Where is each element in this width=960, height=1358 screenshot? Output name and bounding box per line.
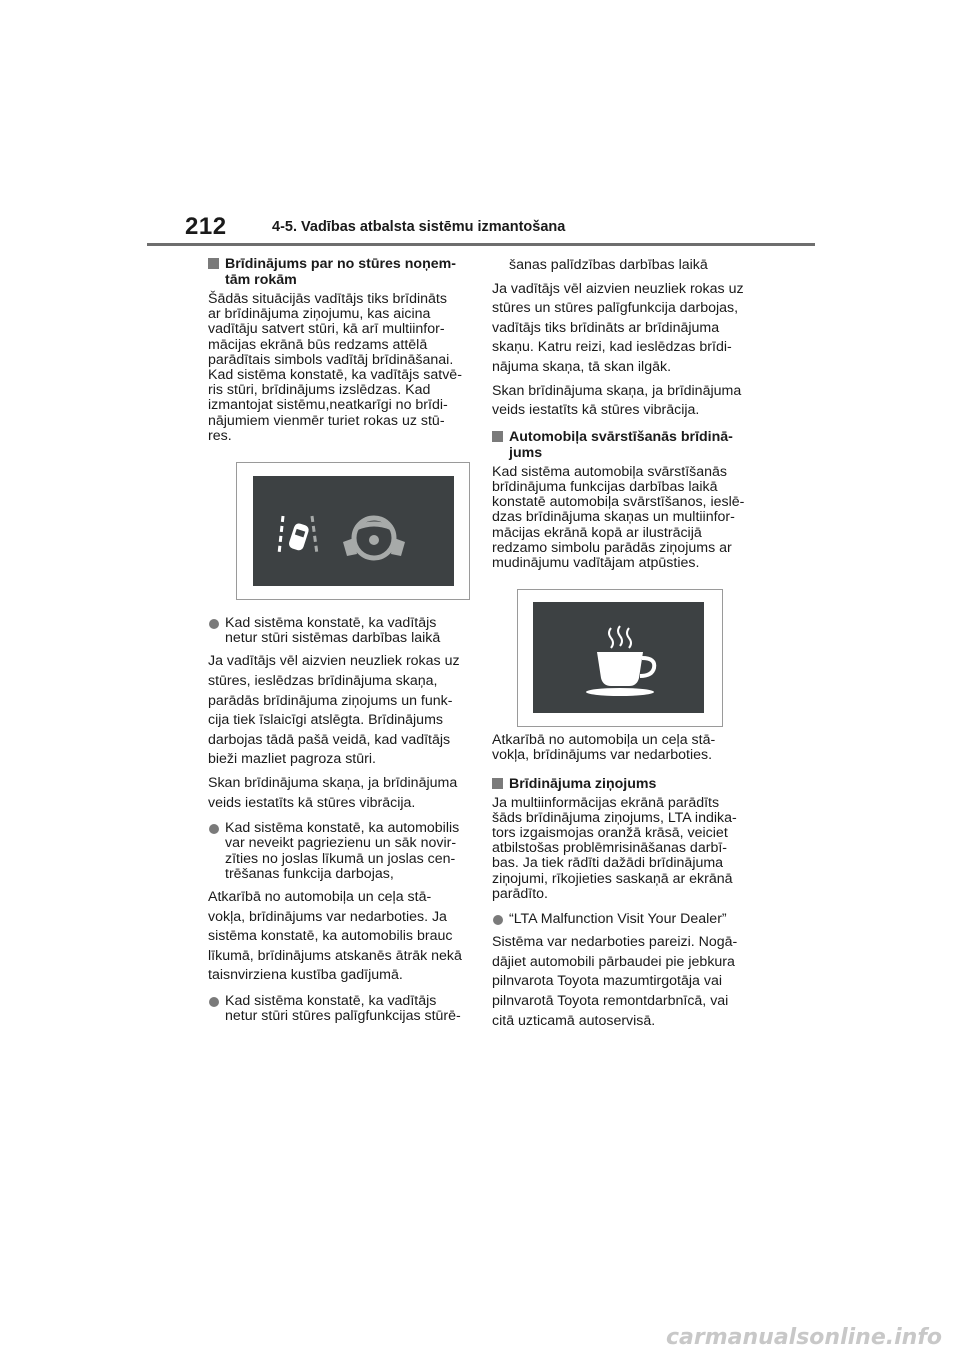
text-line: parādās brīdinājuma ziņojums un funk- <box>208 692 453 709</box>
text-line: veids iestatīts kā stūres vibrācija. <box>208 794 416 811</box>
text-line: stūres un stūres palīgfunkcija darbojas, <box>492 300 739 317</box>
text-line: netur stūri stūres palīgfunkcijas stūrē- <box>225 1008 461 1025</box>
text-line: zīties no joslas līkumā un joslas cen- <box>225 850 456 867</box>
heading-line: jums <box>509 444 543 461</box>
square-bullet-icon <box>208 258 219 269</box>
text-line: izmantojat sistēmu,neatkarīgi no brīdi- <box>208 397 448 414</box>
lane-steering-svg <box>253 476 454 586</box>
bullet-text <box>225 821 466 882</box>
paragraph <box>492 280 750 378</box>
figure-hands-off-icon <box>236 462 470 600</box>
text-line: Kad sistēma automobiļa svārstīšanās <box>492 463 727 480</box>
text-line: dājiet automobili pārbaudei pie jebkura <box>492 953 735 970</box>
paragraph <box>208 292 466 444</box>
text-line: taisnvirziena kustība gadījumā. <box>208 967 403 984</box>
text-line: pilnvarotā Toyota remontdarbnīcā, vai <box>492 992 729 1009</box>
text-line: dzas brīdinājuma skaņas un multiinfor- <box>492 509 735 526</box>
text-line: Kad sistēma konstatē, ka automobilis <box>225 820 460 837</box>
bullet-text: “LTA Malfunction Visit Your Dealer” <box>509 911 727 927</box>
paragraph <box>492 465 750 571</box>
display-screen <box>253 476 454 586</box>
paragraph <box>492 796 750 902</box>
paragraph <box>492 733 750 763</box>
right-column <box>492 256 750 1035</box>
bullet-text <box>225 616 466 646</box>
text-line: Kad sistēma konstatē, ka vadītājs <box>225 992 437 1009</box>
text-line: citā uzticamā autoservisā. <box>492 1012 656 1029</box>
text-line: parādīto. <box>492 885 549 902</box>
round-bullet-icon <box>209 997 219 1007</box>
heading-line: Automobiļa svārstīšanās brīdinā- <box>509 428 733 445</box>
text-line: Kad sistēma konstatē, ka vadītājs <box>225 615 437 632</box>
heading-sway-warning <box>492 429 750 461</box>
text-line: šanas palīdzības darbības laikā <box>509 257 708 273</box>
text-line: Ja vadītājs vēl aizvien neuzliek rokas uz <box>492 280 744 297</box>
text-line: redzamo simbolu parādās ziņojums ar <box>492 539 732 556</box>
text-line: konstatē automobiļa svārstīšanos, ieslē- <box>492 494 745 511</box>
text-line: vadītāju satvert stūri, kā arī multiinfor- <box>208 321 445 338</box>
page-number: 212 <box>185 213 227 240</box>
paragraph <box>492 256 750 276</box>
text-line: Atkarībā no automobiļa un ceļa stā- <box>208 889 432 905</box>
watermark: carmanualsonline.info <box>666 1325 942 1350</box>
text-line: līkumā, brīdinājums atskanēs ātrāk nekā <box>208 947 462 964</box>
text-line: trēšanas funkcija darbojas, <box>225 865 394 882</box>
paragraph <box>208 774 466 813</box>
left-column <box>208 256 466 1030</box>
paragraph <box>492 382 750 421</box>
heading-line: tām rokām <box>225 272 297 288</box>
text-line: Atkarībā no automobiļa un ceļa stā- <box>492 732 716 749</box>
paragraph <box>492 933 750 1031</box>
coffee-cup-svg <box>533 602 704 713</box>
round-bullet-icon <box>493 915 503 925</box>
text-line: Ja multiinformācijas ekrānā parādīts <box>492 794 720 811</box>
text-line: atbilstošas problēmrisināšanas darbī- <box>492 840 727 857</box>
square-bullet-icon <box>492 431 503 442</box>
text-line: Ja vadītājs vēl aizvien neuzliek rokas uz <box>208 653 460 670</box>
paragraph <box>208 652 466 770</box>
text-line: mācijas ekrānā kopā ar ilustrācijā <box>492 524 702 541</box>
text-line: nājumiem vienmēr turiet rokas uz stū- <box>208 412 445 429</box>
text-line: nājuma skaņa, tā skan ilgāk. <box>492 358 672 375</box>
text-line: mācijas ekrānā būs redzams attēlā <box>208 336 428 353</box>
steering-hands-icon <box>343 518 405 558</box>
text-line: parādītais simbols vadītāj brīdināšanai. <box>208 351 454 368</box>
paragraph <box>208 888 466 986</box>
figure-coffee-cup-icon <box>517 589 723 727</box>
text-line: Skan brīdinājuma skaņa, ja brīdinājuma <box>208 775 458 791</box>
text-line: vokļa, brīdinājums var nedarboties. <box>492 747 713 764</box>
text-line: veids iestatīts kā stūres vibrācija. <box>492 402 700 419</box>
heading-warning-message <box>492 776 750 792</box>
coffee-cup-icon <box>586 626 654 696</box>
text-line: res. <box>208 427 232 444</box>
round-bullet-icon <box>209 824 219 834</box>
text-line: stūres, ieslēdzas brīdinājuma skaņa, <box>208 673 438 690</box>
text-line: mudinājumu vadītājam atpūsties. <box>492 554 700 571</box>
heading-line: Brīdinājuma ziņojums <box>509 775 657 792</box>
text-line: tors izgaismojas oranžā krāsā, veiciet <box>492 824 728 841</box>
text-line: Sistēma var nedarboties pareizi. Nogā- <box>492 934 738 951</box>
bullet-item <box>208 994 466 1024</box>
header-divider <box>147 243 815 246</box>
text-line: sistēma konstatē, ka automobilis brauc <box>208 928 453 945</box>
text-line: Šādās situācijās vadītājs tiks brīdināts <box>208 291 447 307</box>
text-line: netur stūri sistēmas darbības laikā <box>225 630 441 647</box>
lane-departure-icon <box>279 516 317 554</box>
text-line: pilnvarota Toyota mazumtirgotāja vai <box>492 973 723 990</box>
heading-hands-off-warning <box>208 256 466 288</box>
text-line: vadītājs tiks brīdināts ar brīdinājuma <box>492 319 720 336</box>
text-line: darbojas tādā pašā veidā, kad vadītājs <box>208 731 451 748</box>
text-line: skaņu. Katru reizi, kad ieslēdzas brīdi- <box>492 339 732 356</box>
text-line: Skan brīdinājuma skaņa, ja brīdinājuma <box>492 382 742 399</box>
text-line: Kad sistēma konstatē, ka vadītājs satvē- <box>208 367 462 384</box>
text-line: vokļa, brīdinājums var nedarboties. Ja <box>208 908 447 925</box>
display-screen <box>533 602 704 713</box>
text-line: bieži mazliet pagroza stūri. <box>208 751 376 768</box>
text-line: bas. Ja tiek rādīti dažādi brīdinājuma <box>492 855 724 872</box>
text-line: var neveikt pagriezienu un sāk novir- <box>225 835 457 852</box>
bullet-text <box>225 994 466 1024</box>
text-line: brīdinājuma funkcijas darbības laikā <box>492 478 718 495</box>
text-line: ziņojumi, rīkojieties saskaņā ar ekrānā <box>492 870 733 887</box>
text-line: šāds brīdinājuma ziņojums, LTA indika- <box>492 809 737 826</box>
text-line: ar brīdinājuma ziņojumu, kas aicina <box>208 306 431 323</box>
text-line: ris stūri, brīdinājums izslēdzas. Kad <box>208 382 431 399</box>
square-bullet-icon <box>492 778 503 789</box>
heading-line: Brīdinājums par no stūres noņem- <box>225 256 456 272</box>
section-title: 4-5. Vadības atbalsta sistēmu izmantošana <box>272 219 566 235</box>
bullet-item <box>208 616 466 646</box>
bullet-item <box>492 912 750 927</box>
text-line: cija tiek īslaicīgi atslēgta. Brīdinājums <box>208 712 443 729</box>
bullet-item <box>208 821 466 882</box>
round-bullet-icon <box>209 619 219 629</box>
